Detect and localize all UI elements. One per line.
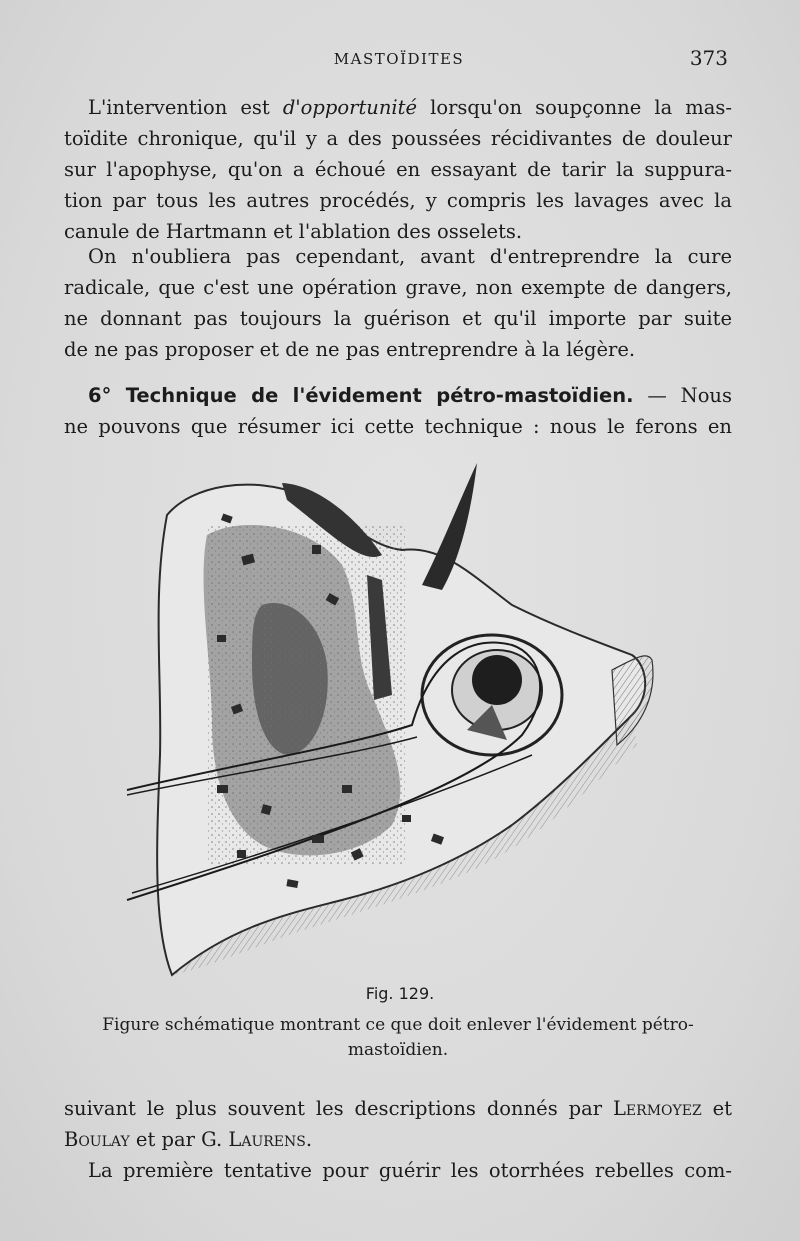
ear-opening [472,655,522,705]
zygomatic-process [422,463,477,590]
text-span: lorsqu'on soupçonne la mas- [417,96,732,119]
figure-label: Fig. 129. [365,984,435,1003]
text-span: . [305,1128,313,1151]
page-header [66,44,732,74]
paragraph-descriptions [64,1093,732,1155]
author-name: Laurens [228,1128,306,1151]
author-name: Lermoyez [612,1097,702,1120]
text-line: La première tentative pour guérir les otorrhées rebelles com- [88,1159,732,1182]
author-name: Boulay [64,1128,130,1151]
figure-caption [64,1013,732,1063]
text-line: toïdite chronique, qu'il y a des poussées récidivantes de douleur [64,127,732,150]
text-line: tion par tous les autres procédés, y compris les lavages avec la [64,189,732,212]
section-title: 6° Technique de l'évidement pétro-mastoïdien. [88,384,634,407]
text-line: de ne pas proposer et de ne pas entreprendre à la légère. [64,338,636,361]
text-line: On n'oubliera pas cependant, avant d'entreprendre la cure [88,245,732,268]
paragraph-warning [64,241,732,365]
running-title: MASTOÏDITES [333,50,465,68]
emphasis-text: d'opportunité [282,96,418,119]
text-line: sur l'apophyse, qu'on a échoué en essayant de tarir la suppura- [64,158,732,181]
text-line: radicale, que c'est une opération grave, non exempte de dangers, [64,276,732,299]
text-line [64,380,732,411]
paragraph-technique [64,380,732,442]
anatomical-figure [112,455,660,983]
text-span: et [701,1097,732,1120]
text-span: L'intervention est [88,96,283,119]
page-number: 373 [689,46,728,70]
text-span: — Nous [633,384,732,407]
paragraph-opportunity [64,92,732,247]
caption-line: Figure schématique montrant ce que doit enlever l'évidement pétro- [102,1015,694,1035]
caption-line: mastoïdien. [347,1040,449,1060]
text-span: suivant le plus souvent les descriptions donnés par [64,1097,613,1120]
text-line: canule de Hartmann et l'ablation des osselets. [64,220,523,243]
text-line [64,1093,732,1124]
text-span: et par G. [129,1128,229,1151]
text-line [64,1124,732,1155]
paragraph-first-attempt [64,1155,732,1186]
temporal-bone-illustration [112,455,660,983]
text-line: ne donnant pas toujours la guérison et qu'il importe par suite [64,307,732,330]
text-line: ne pouvons que résumer ici cette technique : nous le ferons en [64,415,732,438]
text-line [64,92,732,123]
